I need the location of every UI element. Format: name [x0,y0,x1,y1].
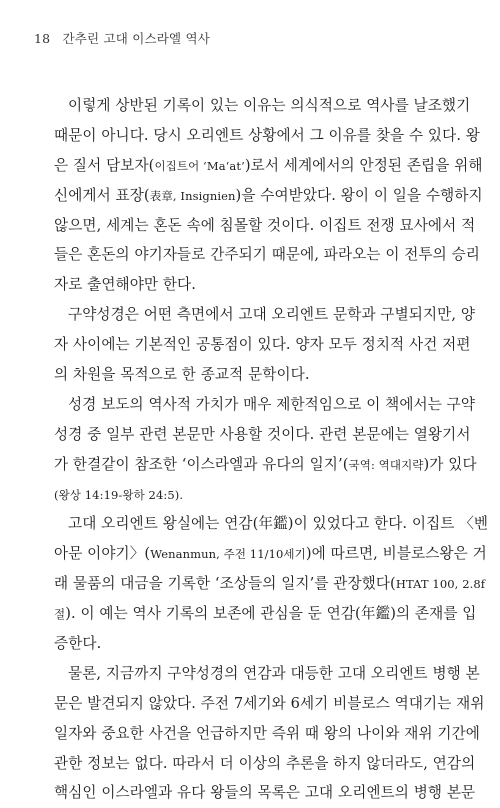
line-text: 래 물품의 대금을 기록한 ‘조상들의 일지’를 관장했다( [54,575,396,593]
line-text: )로서 세계에서의 안정된 존립을 위해 [244,156,483,174]
line-text: 일자와 중요한 사건을 언급하지만 즉위 때 왕의 나이와 재위 기간에 [54,724,480,742]
line-text: 자로 출연해야만 한다. [54,276,196,294]
line-text: )가 있다 [423,455,477,473]
line-text: 의 차원을 목적으로 한 종교적 문학이다. [54,366,310,384]
line-text: 은 질서 담보자( [54,156,155,174]
line-text: 들은 혼돈의 야기자들로 간주되기 때문에, 파라오는 이 전투의 승리 [54,246,480,264]
line-text: )을 수여받았다. 왕이 이 일을 수행하지 [235,186,483,204]
text-line [54,420,471,450]
line-text: 증한다. [54,635,102,653]
line-text: 때문이 아니다. 당시 오리엔트 상황에서 그 이유를 찾을 수 있다. 왕 [54,126,481,144]
text-line [54,659,480,689]
text-line [54,300,476,330]
line-text: ). 이 예는 역사 기록의 보존에 관심을 둔 연감(年鑑)의 존재를 입 [65,605,477,623]
line-text: 아문 이야기〉( [54,545,151,563]
line-text: 성경 중 일부 관련 본문만 사용할 것이다. 관련 본문에는 열왕기서 [54,425,471,443]
line-text: 물론, 지금까지 구약성경의 연감과 대등한 고대 오리엔트 병행 본 [68,664,480,682]
annotation-text: 국역: 역대지략 [348,457,424,472]
text-line [54,480,446,510]
text-line [54,211,476,241]
text-line [54,778,476,808]
annotation-text: (왕상 14:19-왕하 24:5). [54,487,184,502]
line-text: 이렇게 상반된 기록이 있는 이유는 의식적으로 역사를 날조했기 [68,97,471,114]
text-line [54,450,477,480]
text-line [54,330,471,360]
running-title: 간추린 고대 이스라엘 역사 [62,31,211,46]
text-line [54,390,476,420]
annotation-text: 이집트어 ‘Ma‘at’ [154,158,245,173]
text-line [54,181,483,211]
line-text: 성경 보도의 역사적 가치가 매우 제한적임으로 이 책에서는 구약 [68,395,476,413]
text-line [54,121,481,151]
text-line [54,719,480,749]
line-text: 관한 정보는 없다. 따라서 더 이상의 추론을 하지 않더라도, 연감의 [54,754,476,772]
text-line [54,270,446,300]
annotation-text: Wenanmun, 주전 11/10세기 [150,547,306,562]
running-header [34,29,210,47]
text-line [54,360,446,390]
text-line [54,509,489,539]
line-text: 가 한결같이 참조한 ‘이스라엘과 유다의 일지’( [54,455,349,473]
line-text: 문은 발견되지 않았다. 주전 7세기와 6세기 비블로스 역대기는 재위 [54,694,485,712]
line-text: 신에게서 표장( [54,186,150,204]
annotation-text: 절 [54,607,66,622]
text-line [54,151,483,181]
line-text: 고대 오리엔트 왕실에는 연감(年鑑)이 있었다고 한다. 이집트 〈벤 [68,515,489,533]
text-line [54,240,480,270]
text-line [54,629,446,659]
line-text: 구약성경은 어떤 측면에서 고대 오리엔트 문학과 구별되지만, 양 [68,306,476,324]
line-text: 않으면, 세계는 혼돈 속에 침몰할 것이다. 이집트 전쟁 묘사에서 적 [54,216,476,234]
text-line [54,91,471,121]
line-text: )에 따르면, 비블로스왕은 거 [305,545,487,563]
body-text [54,91,489,808]
page-number: 18 [34,31,51,46]
annotation-text: HTAT 100, 2.8f [395,577,486,592]
text-line [54,749,476,779]
line-text: 핵심인 이스라엘과 유다 왕들의 목록은 고대 오리엔트의 병행 본문 [54,784,476,802]
text-line [54,569,486,599]
text-line [54,599,477,629]
text-line [54,539,487,569]
text-line [54,689,485,719]
line-text: 자 사이에는 기본적인 공통점이 있다. 양자 모두 정치적 사건 저편 [54,336,471,354]
annotation-text: 表章, Insignien [149,188,236,203]
